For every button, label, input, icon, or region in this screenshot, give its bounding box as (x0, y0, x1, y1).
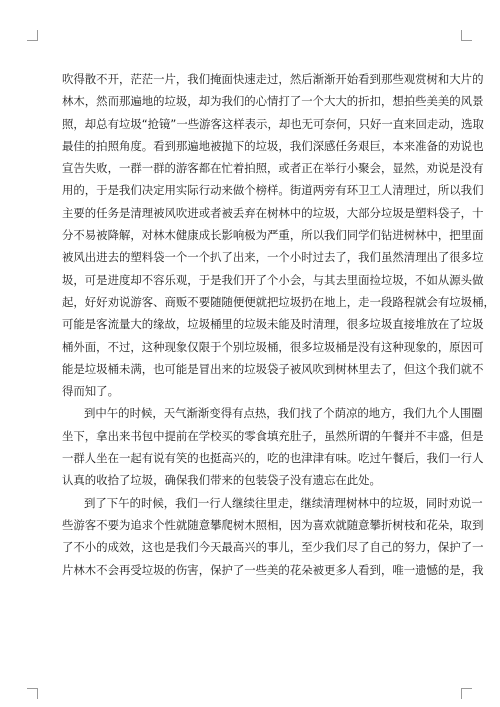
paragraph (62, 68, 495, 402)
text-line: 分不易被降解，对林木健康成长影响极为严重，所以我们同学们钻进树林中，把里面 (62, 228, 484, 243)
paragraph (62, 402, 484, 491)
text-line: 照，却总有垃圾“抢镜”一些游客这样表示，却也无可奈何，只好一直来回走动，选取 (62, 116, 484, 131)
text-line: 片林木不会再受垃圾的伤害，保护了一些美的花朵被更多人看到，唯一遗憾的是，我 (62, 562, 484, 577)
text-line: 了不小的成效，这也是我们今天最高兴的事儿，至少我们尽了自己的努力，保护了一 (62, 540, 484, 555)
paragraph (62, 492, 484, 581)
text-line: 吹得散不开，茫茫一片，我们掩面快速走过，然后渐渐开始看到那些观赏树和大片的 (62, 72, 484, 86)
text-line: 认真的收拾了垃圾，确保我们带来的包装袋子没有遗忘在此处。 (62, 473, 381, 488)
crop-mark-bottom-left (27, 688, 38, 699)
text-line: 些游客不要为追求个性就随意攀爬树木照相，因为喜欢就随意攀折树枝和花朵，取到 (62, 517, 484, 532)
text-line: 可能是客流量大的缘故，垃圾桶里的垃圾未能及时清理，很多垃圾直接堆放在了垃圾 (62, 317, 484, 332)
text-line: 圾，可是进度却不容乐观，于是我们开了个小会，与其去里面捡垃圾，不如从源头做 (62, 272, 484, 287)
text-line: 坐下，拿出来书包中提前在学校买的零食填充肚子，虽然所谓的午餐并不丰盛，但是 (62, 428, 484, 443)
text-line: 林木，然而那遍地的垃圾，却为我们的心情打了一个大大的折扣，想拍些美美的风景 (62, 94, 484, 109)
crop-mark-top-right (461, 30, 472, 41)
text-line: 到了下午的时候，我们一行人继续往里走，继续清理树林中的垃圾，同时劝说一 (84, 495, 483, 510)
crop-mark-bottom-right (461, 688, 472, 699)
crop-mark-top-left (27, 30, 38, 41)
text-line: 被风出进去的塑料袋一个一个扒了出来，一个小时过去了，我们虽然清理出了很多垃 (62, 250, 484, 265)
document-body (62, 68, 495, 581)
text-line: 主要的任务是清理被风吹进或者被丢弃在树林中的垃圾，大部分垃圾是塑料袋子，十 (62, 205, 484, 220)
text-line: 能是垃圾桶未满，也可能是冒出来的垃圾袋子被风吹到树林里去了，但这个我们就不 (62, 361, 484, 376)
text-line: 到中午的时候，天气渐渐变得有点热，我们找了个荫凉的地方，我们九个人围圈 (84, 406, 483, 421)
text-line: 桶外面，不过，这种现象仅限于个别垃圾桶，很多垃圾桶是没有这种现象的，原因可 (62, 339, 484, 354)
text-line: 宣告失败，一群一群的游客都在忙着拍照，或者正在举行小聚会，显然，劝说是没有 (62, 161, 484, 176)
text-line: 一群人坐在一起有说有笑的也挺高兴的，吃的也津津有味。吃过午餐后，我们一行人 (62, 451, 484, 466)
text-line: 用的，于是我们决定用实际行动来做个榜样。街道两旁有环卫工人清理过，所以我们 (62, 183, 484, 198)
text-line: 最佳的拍照角度。看到那遍地被抛下的垃圾，我们深感任务艰巨，本来准备的劝说也 (62, 138, 484, 153)
text-line: 起，好好劝说游客、商贩不要随随便便就把垃圾扔在地上，走一段路程就会有垃圾桶， (62, 294, 495, 309)
text-line: 得而知了。 (62, 384, 119, 399)
